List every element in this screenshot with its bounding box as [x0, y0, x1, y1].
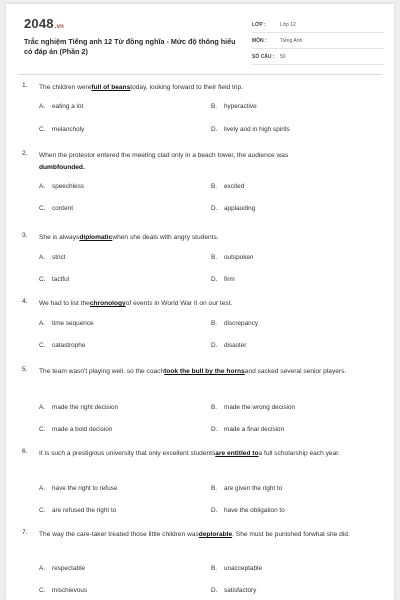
option-text: unacceptable	[224, 565, 263, 572]
question-text-pre: It is such a prestigious university that only excellent students	[39, 450, 216, 457]
option-c[interactable]	[39, 507, 116, 514]
option-text: disaster	[224, 342, 247, 349]
question-text	[39, 232, 379, 244]
question-text-post: . She must be punished forwhat she did.	[232, 531, 350, 538]
option-text: are refused the right to	[52, 507, 117, 514]
option-text: made the wrong decision	[224, 404, 296, 411]
option-letter: A.	[39, 254, 46, 261]
option-letter: A.	[39, 404, 46, 411]
option-b[interactable]	[211, 404, 295, 411]
option-c[interactable]	[39, 276, 69, 283]
option-letter: D.	[211, 342, 218, 349]
highlighted-phrase: took the bull by the horns	[164, 368, 245, 375]
option-text: satisfactory	[224, 587, 257, 594]
meta-value: 50	[280, 53, 286, 60]
page-title: Trắc nghiệm Tiếng anh 12 Từ đồng nghĩa - Mức độ thông hiểu có đáp án (Phần 2)	[24, 37, 236, 56]
question-text-pre: She is always	[39, 234, 80, 241]
option-letter: A.	[39, 320, 46, 327]
option-letter: B.	[211, 183, 218, 190]
option-letter: D.	[211, 587, 218, 594]
option-c[interactable]	[39, 426, 112, 433]
question-number: 6.	[22, 448, 28, 455]
question-number: 1.	[22, 82, 28, 89]
question-number: 5.	[22, 366, 28, 373]
question-text-pre: The children were	[39, 84, 92, 91]
option-d[interactable]	[211, 276, 235, 283]
option-letter: B.	[211, 404, 218, 411]
highlighted-phrase: deplorable	[198, 531, 233, 538]
option-a[interactable]	[39, 254, 66, 261]
option-c[interactable]	[39, 126, 84, 133]
option-c[interactable]	[39, 587, 87, 594]
option-a[interactable]	[39, 103, 83, 110]
question-text-post: when she deals with angry students.	[112, 234, 219, 241]
option-b[interactable]	[211, 320, 258, 327]
option-letter: C.	[39, 507, 46, 514]
option-letter: D.	[211, 276, 218, 283]
option-letter: A.	[39, 485, 46, 492]
option-text: content	[52, 205, 73, 212]
option-letter: B.	[211, 103, 218, 110]
option-letter: B.	[211, 565, 218, 572]
meta-label: LỚP :	[252, 21, 266, 28]
option-text: lively and in high spirits	[224, 126, 290, 133]
highlighted-phrase: are entitled to	[215, 450, 259, 457]
option-letter: A.	[39, 103, 46, 110]
highlighted-phrase: full of beans	[91, 84, 131, 91]
question-text	[39, 82, 379, 94]
question-text	[39, 366, 379, 378]
option-text: speechless	[52, 183, 84, 190]
question-number: 2.	[22, 150, 28, 157]
option-a[interactable]	[39, 565, 85, 572]
option-letter: C.	[39, 205, 46, 212]
option-text: have the obligation to	[224, 507, 285, 514]
option-letter: B.	[211, 254, 218, 261]
question-text-post: today, looking forward to their field trip.	[130, 84, 244, 91]
option-text: tactful	[52, 276, 70, 283]
meta-label: SỐ CÂU :	[252, 53, 275, 60]
meta-value: Tiếng Anh	[280, 37, 303, 44]
option-b[interactable]	[211, 565, 262, 572]
option-d[interactable]	[211, 507, 285, 514]
option-text: made a bold decision	[52, 426, 113, 433]
option-b[interactable]	[211, 183, 244, 190]
meta-label: MÔN :	[252, 37, 267, 44]
option-letter: B.	[211, 485, 218, 492]
option-c[interactable]	[39, 205, 73, 212]
option-d[interactable]	[211, 342, 246, 349]
option-letter: B.	[211, 320, 218, 327]
option-letter: D.	[211, 426, 218, 433]
option-text: excited	[224, 183, 245, 190]
option-text: time sequence	[52, 320, 94, 327]
option-text: firm	[224, 276, 235, 283]
option-text: applauding	[224, 205, 256, 212]
option-b[interactable]	[211, 254, 254, 261]
option-a[interactable]	[39, 404, 118, 411]
option-text: catastrophe	[52, 342, 86, 349]
option-letter: D.	[211, 507, 218, 514]
option-text: melancholy	[52, 126, 85, 133]
highlighted-phrase: dumbfounded.	[39, 164, 85, 171]
option-text: made a final decision	[224, 426, 285, 433]
option-text: outspoken	[224, 254, 254, 261]
question-text	[39, 529, 379, 541]
option-text: eating a lot	[52, 103, 84, 110]
option-text: made the right decision	[52, 404, 119, 411]
question-text-post: a full scholarship each year.	[258, 450, 340, 457]
option-letter: A.	[39, 565, 46, 572]
option-letter: C.	[39, 276, 46, 283]
question-text-pre: The team wasn't playing well, so the coach	[39, 368, 165, 375]
document-page	[6, 4, 394, 600]
option-text: discrepancy	[224, 320, 259, 327]
question-text-post: and sacked several senior players.	[244, 368, 347, 375]
option-text: respectable	[52, 565, 86, 572]
logo-domain: .vn	[54, 24, 65, 30]
meta-value: Lớp 12	[280, 21, 296, 28]
option-a[interactable]	[39, 183, 84, 190]
option-text: are given the right to	[224, 485, 283, 492]
question-number: 3.	[22, 232, 28, 239]
option-a[interactable]	[39, 320, 94, 327]
option-letter: A.	[39, 183, 46, 190]
question-text	[39, 298, 379, 310]
option-d[interactable]	[211, 126, 290, 133]
option-b[interactable]	[211, 485, 282, 492]
question-text-pre: When the protestor entered the meeting clad only in a beach tower, the audience was	[39, 152, 289, 159]
option-letter: D.	[211, 126, 218, 133]
question-list	[6, 4, 394, 600]
highlighted-phrase: chronology	[89, 300, 126, 307]
highlighted-phrase: diplomatic	[79, 234, 113, 241]
option-a[interactable]	[39, 485, 117, 492]
option-b[interactable]	[211, 103, 257, 110]
option-text: mischievous	[52, 587, 88, 594]
option-d[interactable]	[211, 426, 284, 433]
option-letter: C.	[39, 426, 46, 433]
option-c[interactable]	[39, 342, 85, 349]
question-text	[39, 150, 379, 174]
option-letter: C.	[39, 126, 46, 133]
option-text: have the right to refuse	[52, 485, 118, 492]
option-text: hyperactive	[224, 103, 257, 110]
question-text-pre: The way the care-taker treated those little children was	[39, 531, 199, 538]
question-text-pre: We had to list the	[39, 300, 90, 307]
question-number: 4.	[22, 298, 28, 305]
logo-text: 2048	[24, 16, 54, 31]
question-number: 7.	[22, 529, 28, 536]
option-letter: D.	[211, 205, 218, 212]
option-d[interactable]	[211, 205, 255, 212]
option-d[interactable]	[211, 587, 256, 594]
option-text: strict	[52, 254, 66, 261]
question-text	[39, 448, 379, 460]
option-letter: C.	[39, 342, 46, 349]
question-text-post: of events in World War II on our test.	[125, 300, 233, 307]
option-letter: C.	[39, 587, 46, 594]
